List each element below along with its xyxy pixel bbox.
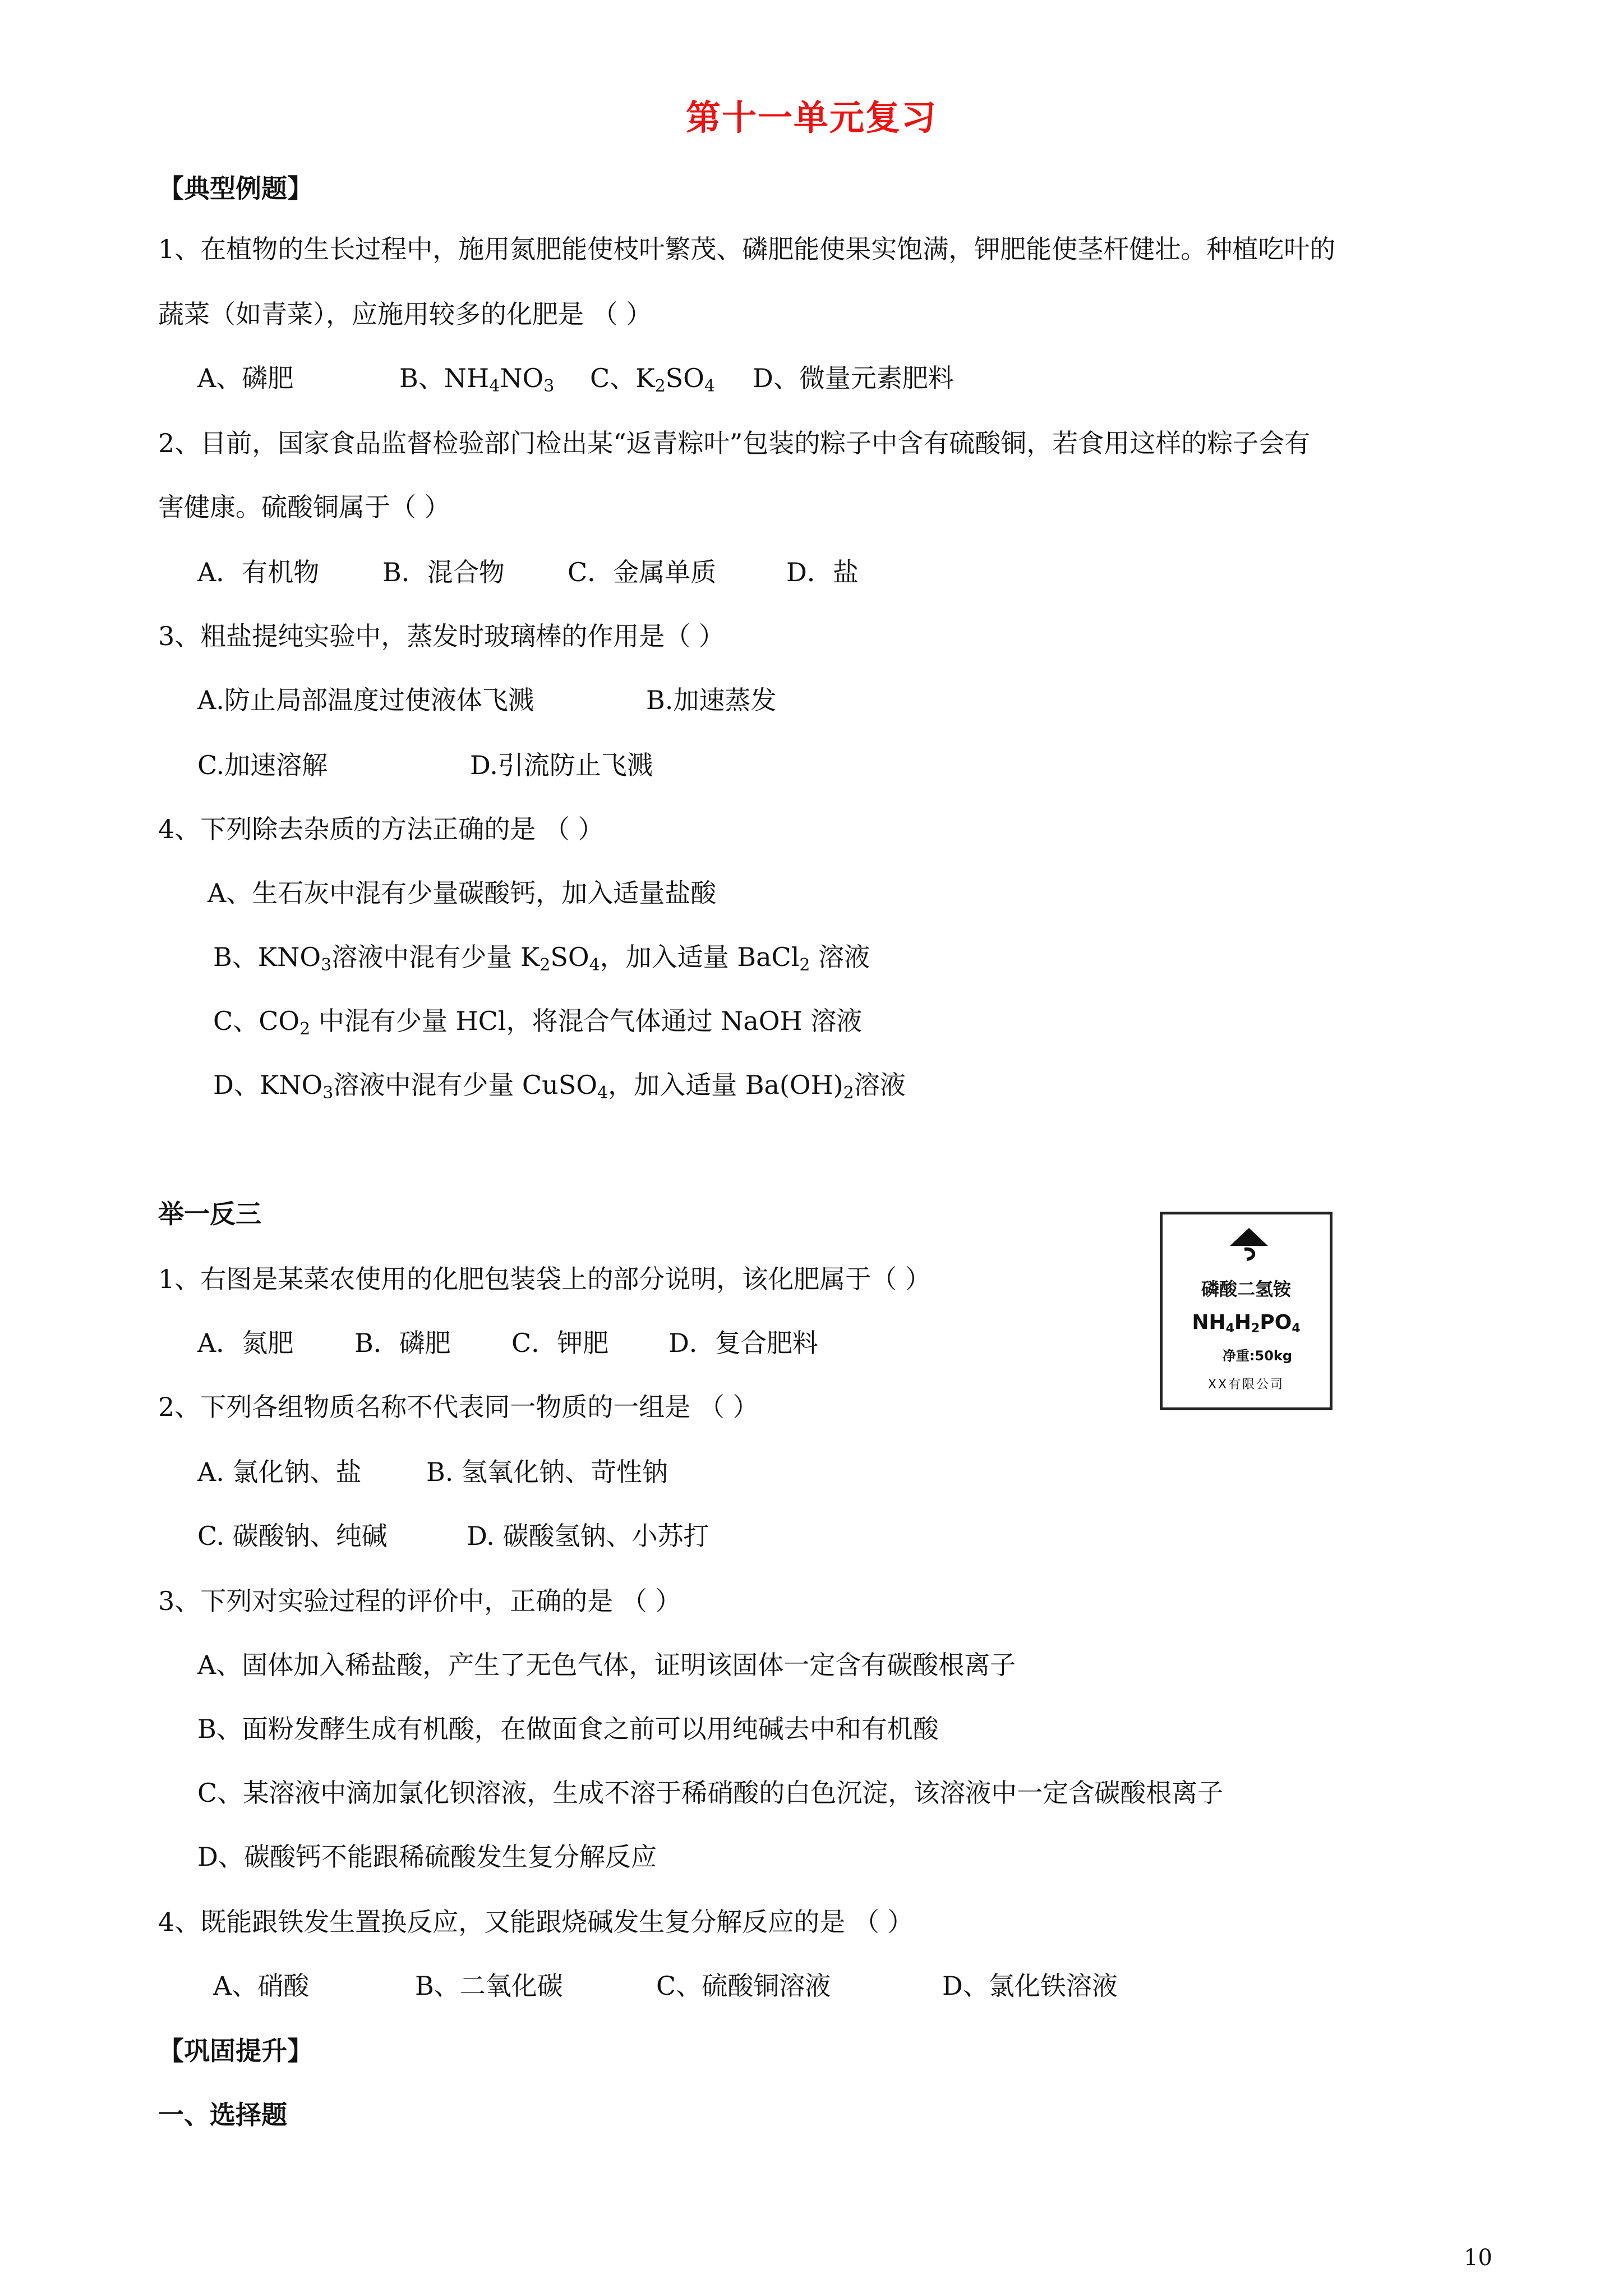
option-d: D.引流防止飞溅	[470, 750, 653, 780]
practice-1-line-1: 1、右图是某菜农使用的化肥包装袋上的部分说明，该化肥属于（ ）	[158, 1264, 931, 1294]
option-c: C、硫酸铜溶液	[656, 1971, 831, 2001]
practice-3-option-a: A、固体加入稀盐酸，产生了无色气体，证明该固体一定含有碳酸根离子	[197, 1650, 1016, 1680]
section-heading-examples: 【典型例题】	[158, 173, 313, 204]
option-a: A、硝酸	[213, 1971, 310, 2001]
question-3-line-1: 3、粗盐提纯实验中，蒸发时玻璃棒的作用是（ ）	[158, 621, 725, 651]
question-2-line-2: 害健康。硫酸铜属于（ ）	[158, 492, 450, 522]
option-a: A．有机物	[197, 557, 320, 587]
option-b: B、二氧化碳	[415, 1971, 563, 2001]
question-2-options	[197, 555, 859, 589]
option-c: C. 碳酸钠、纯碱	[197, 1521, 388, 1551]
option-d: D．复合肥料	[668, 1328, 818, 1358]
page-number: 10	[1464, 2245, 1492, 2271]
option-a: A、磷肥	[197, 363, 294, 393]
practice-3-option-b: B、面粉发酵生成有机酸，在做面食之前可以用纯碱去中和有机酸	[197, 1714, 939, 1744]
page-title: 第十一单元复习	[685, 97, 937, 138]
question-4-option-c: C、$CO_2$ 中混有少量 HCl，将混合气体通过 NaOH 溶液	[213, 1006, 863, 1039]
practice-3-option-c: C、某溶液中滴加氯化钡溶液，生成不溶于稀硝酸的白色沉淀，该溶液中一定含碳酸根离子	[197, 1778, 1224, 1808]
label-company: XX有限公司	[1207, 1378, 1285, 1392]
label-product-name: 磷酸二氢铵	[1201, 1278, 1291, 1300]
option-c: C、$K_2SO_4$	[590, 363, 715, 396]
question-4-option-a: A、生石灰中混有少量碳酸钙，加入适量盐酸	[208, 878, 717, 908]
option-c: C．金属单质	[568, 557, 717, 587]
practice-3-option-d: D、碳酸钙不能跟稀硫酸发生复分解反应	[197, 1842, 657, 1872]
option-b: B.加速蒸发	[646, 685, 777, 715]
question-1-options	[197, 361, 954, 395]
option-b: B、$NH_4NO_3$	[399, 363, 555, 396]
option-c: C.加速溶解	[197, 750, 328, 780]
practice-1-options	[197, 1326, 818, 1360]
question-1-line-2: 蔬菜（如青菜），应施用较多的化肥是 （ ）	[158, 299, 652, 329]
practice-4-options	[213, 1969, 1118, 2003]
question-4-option-d: D、$KNO_3$溶液中混有少量 CuSO$_4$，加入适量 $Ba(OH)_2$溶液	[213, 1070, 906, 1103]
practice-2-options-row-2	[197, 1519, 709, 1553]
question-1-line-1: 1、在植物的生长过程中，施用氮肥能使枝叶繁茂、磷肥能使果实饱满，钾肥能使茎杆健壮。种植吃叶的	[158, 234, 1336, 264]
option-d: D、氯化铁溶液	[942, 1971, 1118, 2001]
option-a: A. 氯化钠、盐	[197, 1457, 362, 1487]
option-d: D、微量元素肥料	[753, 363, 954, 393]
option-a: A.防止局部温度过使液体飞溅	[197, 685, 534, 715]
option-d: D. 碳酸氢钠、小苏打	[467, 1521, 709, 1551]
question-4-option-b: B、$KNO_3$溶液中混有少量 $K_2SO_4$，加入适量 BaCl$_2$ 溶液	[213, 942, 870, 975]
practice-4-line-1: 4、既能跟铁发生置换反应，又能跟烧碱发生复分解反应的是 （ ）	[158, 1907, 914, 1937]
label-net-weight: 净重:50kg	[1222, 1348, 1293, 1364]
question-3-options-row-1	[197, 683, 776, 717]
option-d: D．盐	[786, 557, 859, 587]
option-a: A．氮肥	[197, 1328, 294, 1358]
practice-2-line-1: 2、下列各组物质名称不代表同一物质的一组是 （ ）	[158, 1392, 759, 1422]
option-b: B．混合物	[382, 557, 505, 587]
question-2-line-1: 2、目前，国家食品监督检验部门检出某“返青粽叶”包装的粽子中含有硫酸铜，若食用这样的粽子会有	[158, 428, 1311, 458]
option-b: B．磷肥	[354, 1328, 451, 1358]
question-4-line-1: 4、下列除去杂质的方法正确的是 （ ）	[158, 814, 604, 844]
section-heading-multiple-choice: 一、选择题	[158, 2100, 287, 2130]
practice-3-line-1: 3、下列对实验过程的评价中，正确的是 （ ）	[158, 1586, 681, 1616]
question-3-options-row-2	[197, 748, 653, 782]
practice-2-options-row-1	[197, 1455, 668, 1489]
section-heading-consolidation: 【巩固提升】	[158, 2036, 313, 2066]
option-c: C．钾肥	[511, 1328, 609, 1358]
fertilizer-label-image	[1160, 1212, 1332, 1410]
label-formula: $NH_4H_2PO_4$	[1192, 1311, 1301, 1336]
arrow-up-icon	[1229, 1227, 1269, 1266]
section-heading-practice: 举一反三	[158, 1199, 261, 1229]
option-b: B. 氢氧化钠、苛性钠	[426, 1457, 668, 1487]
